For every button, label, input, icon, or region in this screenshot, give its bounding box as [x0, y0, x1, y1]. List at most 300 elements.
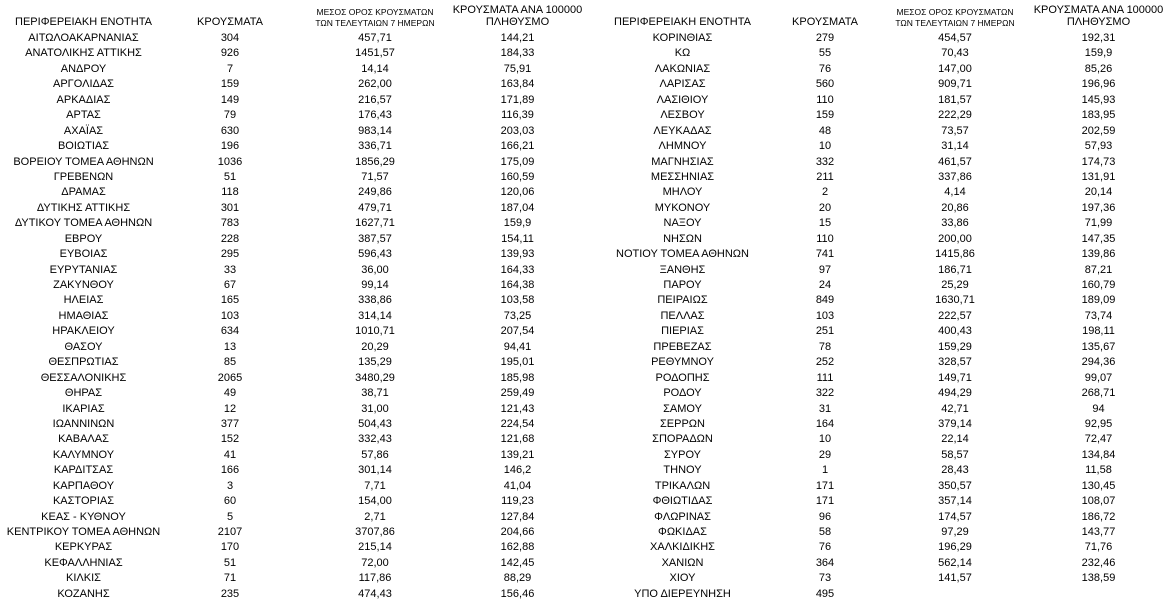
table-row	[0, 463, 590, 478]
cell-region: ΠΙΕΡΙΑΣ	[661, 325, 704, 338]
cell-region: ΚΩ	[674, 47, 691, 60]
cell-region: ΚΑΣΤΟΡΙΑΣ	[52, 495, 115, 508]
table-row	[0, 247, 590, 262]
cell-cases: 79	[223, 109, 237, 122]
cell-per-100k: 121,68	[500, 433, 535, 446]
cell-per-100k: 130,45	[1081, 479, 1116, 492]
table-row	[590, 479, 1167, 494]
table-row	[590, 510, 1167, 525]
cell-region: ΖΑΚΥΝΘΟΥ	[53, 279, 114, 291]
table-row	[590, 247, 1167, 262]
cell-avg-7day: 71,57	[361, 170, 389, 183]
cell-cases: 332	[815, 155, 835, 168]
cell-avg-7day: 457,71	[358, 32, 392, 44]
table-row	[590, 124, 1167, 139]
cell-per-100k: 88,29	[503, 572, 532, 585]
cell-cases: 12	[223, 402, 237, 415]
table-row	[0, 417, 590, 432]
table-row	[0, 108, 590, 123]
cell-avg-7day: 176,43	[358, 109, 392, 122]
header-per100k-line2: ΠΛΗΘΥΣΜΟ	[485, 16, 550, 28]
cell-region: ΑΡΓΟΛΙΔΑΣ	[53, 78, 114, 91]
cell-avg-7day: 336,71	[358, 140, 392, 153]
cell-cases: 103	[220, 309, 240, 322]
cell-per-100k: 268,71	[1081, 387, 1116, 400]
cell-cases: 165	[220, 294, 240, 307]
cell-per-100k: 163,84	[500, 78, 535, 91]
header-avg-line1: ΜΕΣΟΣ ΟΡΟΣ ΚΡΟΥΣΜΑΤΩΝ	[896, 7, 1014, 17]
cell-per-100k: 192,31	[1081, 32, 1116, 44]
cell-avg-7day: 33,86	[941, 217, 969, 230]
header-cases: ΚΡΟΥΣΜΑΤΑ	[197, 16, 263, 28]
cell-cases: 20	[818, 201, 832, 214]
cell-cases: 96	[818, 510, 832, 523]
cell-region: ΥΠΟ ΔΙΕΡΕΥΝΗΣΗ	[634, 587, 731, 600]
cell-per-100k: 94	[1092, 402, 1105, 415]
table-row	[0, 540, 590, 555]
cell-cases: 118	[221, 186, 239, 199]
table-row	[0, 556, 590, 571]
cell-region: ΛΗΜΝΟΥ	[658, 140, 707, 153]
cell-avg-7day: 1856,29	[355, 155, 395, 168]
cell-cases: 3	[226, 479, 234, 492]
cell-per-100k: 135,67	[1081, 340, 1116, 353]
cell-cases: 51	[223, 170, 237, 183]
cell-cases: 322	[815, 387, 835, 400]
cell-avg-7day: 154,00	[358, 495, 392, 508]
cell-cases: 5	[226, 510, 234, 523]
cell-avg-7day: 159,29	[938, 340, 972, 353]
cell-per-100k: 232,46	[1081, 556, 1116, 569]
table-row	[0, 448, 590, 463]
cell-region: ΑΙΤΩΛΟΑΚΑΡΝΑΝΙΑΣ	[28, 32, 139, 44]
table-row	[0, 278, 590, 293]
table-row	[590, 432, 1167, 447]
cell-cases: 149	[220, 93, 240, 106]
cell-region: ΜΕΣΣΗΝΙΑΣ	[650, 170, 715, 183]
table-row	[590, 139, 1167, 154]
cell-avg-7day: 454,57	[938, 32, 972, 44]
cell-cases: 29	[818, 448, 832, 461]
cell-cases: 41	[223, 448, 237, 461]
cell-region: ΦΛΩΡΙΝΑΣ	[654, 510, 711, 523]
cell-region: ΕΒΡΟΥ	[64, 232, 103, 245]
header-per100k-line1: ΚΡΟΥΣΜΑΤΑ ΑΝΑ 100000	[452, 4, 583, 16]
cell-avg-7day: 1451,57	[355, 47, 395, 60]
cell-per-100k: 183,95	[1081, 109, 1116, 122]
cell-cases: 634	[220, 325, 240, 338]
cell-region: ΚΟΖΑΝΗΣ	[57, 587, 110, 600]
table-row	[0, 371, 590, 386]
cell-region: ΔΥΤΙΚΗΣ ΑΤΤΙΚΗΣ	[36, 201, 131, 214]
cell-avg-7day: 36,00	[361, 263, 389, 276]
cell-avg-7day: 1627,71	[355, 217, 395, 230]
header-avg-line2: ΤΩΝ ΤΕΛΕΥΤΑΙΩΝ 7 ΗΜΕΡΩΝ	[895, 18, 1015, 28]
cell-avg-7day: 99,14	[361, 279, 389, 291]
cell-cases: 49	[223, 387, 237, 400]
cell-region: ΣΥΡΟΥ	[663, 448, 701, 461]
cell-cases: 164	[815, 417, 835, 430]
table-row	[590, 216, 1167, 231]
cell-cases: 171	[815, 495, 835, 508]
cell-avg-7day: 249,86	[358, 186, 392, 199]
cell-per-100k: 139,86	[1081, 248, 1116, 261]
cell-region: ΛΑΡΙΣΑΣ	[659, 78, 706, 91]
cell-avg-7day: 25,29	[941, 279, 969, 291]
table-row	[590, 571, 1167, 586]
cell-cases: 926	[220, 47, 240, 60]
cell-avg-7day: 504,43	[358, 417, 392, 430]
cell-per-100k: 166,21	[500, 140, 535, 153]
cell-avg-7day: 332,43	[358, 433, 392, 446]
cell-cases: 560	[815, 78, 835, 91]
cell-avg-7day: 350,57	[938, 479, 972, 492]
cell-avg-7day: 338,86	[358, 294, 392, 307]
table-row	[0, 432, 590, 447]
cell-region: ΝΗΣΩΝ	[663, 232, 702, 245]
cell-cases: 252	[815, 356, 835, 369]
cell-avg-7day: 983,14	[358, 124, 392, 137]
cell-avg-7day: 14,14	[361, 62, 389, 75]
cell-avg-7day: 357,14	[938, 495, 972, 508]
cell-per-100k: 198,11	[1082, 325, 1115, 338]
header-avg-line2: ΤΩΝ ΤΕΛΕΥΤΑΙΩΝ 7 ΗΜΕΡΩΝ	[315, 18, 435, 28]
table-row	[590, 540, 1167, 555]
table-row	[590, 62, 1167, 77]
cell-cases: 51	[223, 556, 237, 569]
cell-avg-7day: 262,00	[358, 78, 392, 91]
cell-cases: 2	[821, 186, 829, 199]
table-row	[590, 386, 1167, 401]
table-row	[590, 108, 1167, 123]
cell-region: ΝΑΞΟΥ	[663, 217, 702, 230]
header-per100k-line2: ΠΛΗΘΥΣΜΟ	[1066, 16, 1131, 28]
cell-per-100k: 142,45	[500, 556, 535, 569]
cell-avg-7day: 200,00	[938, 232, 972, 245]
left-table-header	[0, 0, 590, 31]
cell-avg-7day: 222,57	[938, 309, 972, 322]
cell-avg-7day: 196,29	[938, 541, 972, 554]
cell-region: ΘΗΡΑΣ	[64, 387, 103, 400]
cell-cases: 76	[818, 62, 832, 75]
cell-region: ΓΡΕΒΕΝΩΝ	[53, 170, 114, 183]
cell-per-100k: 73,25	[503, 309, 532, 322]
table-row	[590, 556, 1167, 571]
cell-avg-7day: 328,57	[938, 356, 972, 369]
table-row	[590, 155, 1167, 170]
cell-avg-7day: 3480,29	[355, 371, 395, 384]
cell-cases: 13	[223, 340, 237, 353]
cell-per-100k: 186,72	[1081, 510, 1116, 523]
cell-avg-7day: 2,71	[364, 510, 386, 523]
table-row	[590, 324, 1167, 339]
header-per100k-line1: ΚΡΟΥΣΜΑΤΑ ΑΝΑ 100000	[1033, 4, 1164, 16]
cell-cases: 58	[818, 526, 832, 538]
cell-region: ΜΥΚΟΝΟΥ	[654, 201, 711, 214]
cell-cases: 71	[223, 572, 237, 585]
cell-cases: 295	[220, 248, 240, 261]
cell-region: ΔΡΑΜΑΣ	[61, 186, 106, 199]
cell-region: ΙΩΑΝΝΙΝΩΝ	[52, 417, 115, 430]
table-row	[0, 479, 590, 494]
table-row	[0, 494, 590, 509]
cell-cases: 73	[818, 572, 832, 585]
cell-cases: 10	[818, 140, 832, 153]
cell-cases: 159	[815, 109, 835, 122]
cell-region: ΗΛΕΙΑΣ	[63, 294, 104, 307]
cell-region: ΑΧΑΪΑΣ	[63, 124, 104, 137]
cell-per-100k: 160,59	[500, 170, 535, 183]
cell-region: ΣΠΟΡΑΔΩΝ	[652, 433, 713, 446]
cell-region: ΛΕΣΒΟΥ	[660, 109, 705, 122]
cell-per-100k: 294,36	[1081, 356, 1116, 369]
cell-avg-7day: 72,00	[361, 556, 389, 569]
cell-per-100k: 204,66	[500, 526, 535, 538]
table-row	[590, 340, 1167, 355]
cell-per-100k: 85,26	[1084, 62, 1113, 75]
table-row	[0, 232, 590, 247]
cell-region: ΘΕΣΠΡΩΤΙΑΣ	[48, 356, 119, 369]
header-cases: ΚΡΟΥΣΜΑΤΑ	[792, 16, 858, 28]
cell-cases: 103	[815, 309, 835, 322]
cell-avg-7day: 117,86	[358, 572, 392, 585]
cell-region: ΣΕΡΡΩΝ	[660, 417, 705, 430]
cell-per-100k: 92,95	[1084, 417, 1113, 430]
cell-region: ΚΑΡΔΙΤΣΑΣ	[53, 464, 114, 477]
cell-region: ΗΜΑΘΙΑΣ	[58, 309, 109, 322]
table-row	[590, 309, 1167, 324]
cell-region: ΗΡΑΚΛΕΙΟΥ	[52, 325, 115, 338]
cell-cases: 783	[220, 217, 240, 230]
cell-avg-7day: 31,00	[361, 402, 389, 415]
cell-cases: 110	[816, 93, 834, 106]
cell-per-100k: 11,58	[1085, 464, 1112, 477]
table-row	[590, 525, 1167, 540]
cell-per-100k: 87,21	[1084, 263, 1113, 276]
cell-cases: 159	[220, 78, 240, 91]
cell-region: ΤΗΝΟΥ	[663, 464, 702, 477]
cell-per-100k: 75,91	[503, 62, 532, 75]
cell-region: ΡΟΔΟΠΗΣ	[655, 371, 710, 384]
cell-region: ΚΑΒΑΛΑΣ	[58, 433, 109, 446]
cell-per-100k: 187,04	[500, 201, 535, 214]
table-row	[0, 216, 590, 231]
cell-cases: 31	[818, 402, 832, 415]
cell-region: ΑΡΚΑΔΙΑΣ	[56, 93, 111, 106]
table-row	[0, 386, 590, 401]
cell-avg-7day: 1010,71	[355, 325, 395, 338]
cell-cases: 15	[818, 217, 832, 230]
table-row	[590, 417, 1167, 432]
cell-per-100k: 154,11	[501, 232, 534, 245]
cell-region: ΑΝΑΤΟΛΙΚΗΣ ΑΤΤΙΚΗΣ	[25, 47, 142, 60]
cell-per-100k: 159,9	[1084, 47, 1113, 60]
cell-cases: 301	[220, 201, 240, 214]
table-row	[590, 93, 1167, 108]
cell-per-100k: 189,09	[1081, 294, 1116, 307]
table-row	[0, 31, 590, 46]
table-row	[590, 232, 1167, 247]
cell-cases: 171	[815, 479, 835, 492]
cell-per-100k: 146,2	[503, 464, 532, 477]
cell-avg-7day: 42,71	[941, 402, 969, 415]
cell-avg-7day: 28,43	[941, 464, 969, 477]
cell-cases: 170	[220, 541, 240, 554]
cell-avg-7day: 215,14	[358, 541, 392, 554]
table-row	[590, 293, 1167, 308]
cell-region: ΚΕΦΑΛΛΗΝΙΑΣ	[44, 556, 123, 569]
cell-avg-7day: 70,43	[941, 47, 969, 60]
cell-per-100k: 57,93	[1084, 140, 1113, 153]
cell-cases: 55	[818, 47, 832, 60]
cell-avg-7day: 57,86	[361, 448, 389, 461]
cell-cases: 364	[815, 556, 835, 569]
cell-cases: 7	[226, 62, 234, 75]
cell-per-100k: 156,46	[500, 587, 535, 600]
cell-cases: 78	[818, 340, 832, 353]
right-table-header	[590, 0, 1167, 31]
cell-region: ΕΥΡΥΤΑΝΙΑΣ	[49, 263, 118, 276]
cell-region: ΛΑΣΙΘΙΟΥ	[656, 93, 709, 106]
cell-per-100k: 134,84	[1081, 448, 1116, 461]
table-row	[0, 324, 590, 339]
cell-avg-7day: 31,14	[941, 140, 969, 153]
cell-avg-7day: 474,43	[358, 587, 392, 600]
cell-per-100k: 116,39	[501, 109, 534, 122]
cell-region: ΚΑΡΠΑΘΟΥ	[52, 479, 115, 492]
table-row	[0, 170, 590, 185]
cell-region: ΧΙΟΥ	[669, 572, 696, 585]
cell-per-100k: 119,23	[501, 495, 534, 508]
cell-region: ΒΟΡΕΙΟΥ ΤΟΜΕΑ ΑΘΗΝΩΝ	[13, 155, 154, 168]
table-row	[590, 46, 1167, 61]
table-row	[0, 124, 590, 139]
cell-avg-7day: 596,43	[358, 248, 392, 261]
cell-per-100k: 120,06	[500, 186, 535, 199]
cell-cases: 110	[816, 232, 834, 245]
cell-per-100k: 202,59	[1081, 124, 1116, 137]
cell-cases: 279	[815, 32, 835, 44]
table-row	[590, 494, 1167, 509]
cell-avg-7day: 337,86	[938, 170, 972, 183]
cell-per-100k: 224,54	[500, 417, 535, 430]
cell-region: ΤΡΙΚΑΛΩΝ	[654, 479, 711, 492]
cell-cases: 111	[816, 371, 834, 384]
cell-cases: 85	[223, 356, 237, 369]
table-row	[0, 139, 590, 154]
cell-avg-7day: 4,14	[944, 186, 966, 199]
cell-region: ΚΟΡΙΝΘΙΑΣ	[652, 32, 713, 44]
table-row	[590, 463, 1167, 478]
cell-cases: 849	[815, 294, 835, 307]
cell-region: ΛΑΚΩΝΙΑΣ	[654, 62, 711, 75]
cell-cases: 152	[220, 433, 240, 446]
table-row	[590, 201, 1167, 216]
cell-per-100k: 144,21	[500, 32, 535, 44]
cell-region: ΚΙΛΚΙΣ	[66, 572, 101, 585]
cell-region: ΑΡΤΑΣ	[66, 109, 101, 122]
table-row	[590, 355, 1167, 370]
cell-avg-7day: 38,71	[361, 387, 389, 400]
table-row	[0, 62, 590, 77]
cell-region: ΠΕΙΡΑΙΩΣ	[657, 294, 708, 307]
cell-cases: 235	[220, 587, 240, 600]
cell-per-100k: 139,21	[500, 448, 535, 461]
cell-region: ΑΝΔΡΟΥ	[60, 62, 107, 75]
cell-per-100k: 196,96	[1081, 78, 1116, 91]
cell-cases: 741	[815, 248, 835, 261]
cell-region: ΠΡΕΒΕΖΑΣ	[653, 340, 712, 353]
cell-per-100k: 197,36	[1081, 201, 1116, 214]
cell-region: ΒΟΙΩΤΙΑΣ	[57, 140, 110, 153]
cell-avg-7day: 314,14	[358, 309, 392, 322]
cell-avg-7day: 479,71	[358, 201, 392, 214]
cell-per-100k: 171,89	[500, 93, 535, 106]
cell-per-100k: 94,41	[503, 340, 532, 353]
cell-region: ΚΑΛΥΜΝΟΥ	[52, 448, 115, 461]
table-row	[0, 309, 590, 324]
table-row	[590, 31, 1167, 46]
cell-per-100k: 143,77	[1081, 526, 1116, 538]
cell-per-100k: 103,58	[500, 294, 535, 307]
cell-region: ΦΘΙΩΤΙΔΑΣ	[652, 495, 713, 508]
cell-region: ΠΕΛΛΑΣ	[660, 309, 705, 322]
cell-cases: 251	[815, 325, 835, 338]
cell-avg-7day: 20,86	[941, 201, 969, 214]
table-row	[0, 155, 590, 170]
right-table	[590, 0, 1167, 602]
cell-avg-7day: 222,29	[938, 109, 972, 122]
cell-region: ΡΟΔΟΥ	[663, 387, 702, 400]
table-row	[0, 340, 590, 355]
cell-cases: 67	[223, 279, 237, 291]
cell-avg-7day: 20,29	[361, 340, 389, 353]
cell-per-100k: 160,79	[1081, 279, 1116, 291]
table-row	[0, 77, 590, 92]
cell-cases: 196	[220, 140, 240, 153]
cell-region: ΚΕΡΚΥΡΑΣ	[54, 541, 113, 554]
cell-avg-7day: 400,43	[938, 325, 972, 338]
cell-region: ΘΑΣΟΥ	[64, 340, 103, 353]
cell-avg-7day: 174,57	[938, 510, 972, 523]
cell-per-100k: 121,43	[500, 402, 535, 415]
cell-cases: 76	[818, 541, 832, 554]
cell-region: ΛΕΥΚΑΔΑΣ	[653, 124, 712, 137]
cell-region: ΘΕΣΣΑΛΟΝΙΚΗΣ	[40, 371, 127, 384]
cell-cases: 60	[223, 495, 237, 508]
cell-avg-7day: 186,71	[938, 263, 972, 276]
cell-per-100k: 184,33	[500, 47, 535, 60]
cell-avg-7day: 149,71	[938, 371, 972, 384]
table-row	[0, 402, 590, 417]
cell-per-100k: 175,09	[500, 155, 535, 168]
left-table-body	[0, 31, 590, 602]
table-row	[0, 263, 590, 278]
cell-region: ΞΑΝΘΗΣ	[659, 263, 706, 276]
cell-cases: 10	[818, 433, 832, 446]
cell-cases: 24	[818, 279, 832, 291]
cell-per-100k: 72,47	[1084, 433, 1113, 446]
header-region: ΠΕΡΙΦΕΡΕΙΑΚΗ ΕΝΟΤΗΤΑ	[614, 16, 751, 28]
table-row	[0, 293, 590, 308]
cell-region: ΕΥΒΟΙΑΣ	[59, 248, 108, 261]
cell-per-100k: 207,54	[500, 325, 535, 338]
cell-per-100k: 203,03	[500, 124, 535, 137]
cell-per-100k: 162,88	[500, 541, 535, 554]
cell-per-100k: 108,07	[1081, 495, 1116, 508]
cell-region: ΧΑΛΚΙΔΙΚΗΣ	[650, 541, 715, 554]
cell-per-100k: 159,9	[503, 217, 532, 230]
